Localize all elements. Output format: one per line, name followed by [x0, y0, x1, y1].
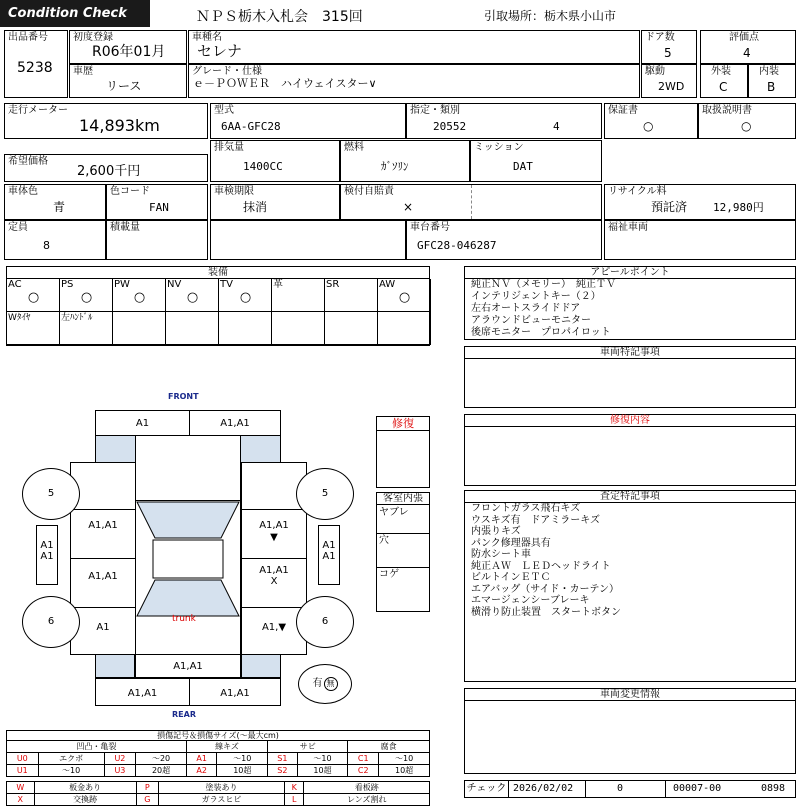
drive-value: 2WD	[658, 80, 685, 93]
inspection-note-line: エアバッグ（サイド・カーテン）	[471, 583, 619, 595]
history-box	[69, 64, 187, 98]
price-box	[4, 154, 208, 182]
tire-front-right[interactable]: 5	[296, 468, 354, 520]
mileage-value: 14,893km	[79, 116, 160, 135]
repair-detail-title: 修復内容	[465, 415, 795, 427]
check-label: チェック	[465, 781, 509, 797]
equipment-value: ○	[27, 290, 40, 305]
legend-desc: 板金あり	[34, 782, 136, 794]
color-label: 車体色	[8, 186, 38, 197]
equipment-cell	[325, 312, 378, 345]
warranty-label: 保証書	[608, 105, 638, 116]
chassis-value: GFC28-046287	[417, 239, 497, 252]
name-label: 車種名	[192, 32, 222, 43]
legend-code: U2	[104, 753, 136, 765]
appeal-line: アラウンドビューモニター	[471, 315, 591, 326]
legend-code: C1	[348, 753, 379, 765]
front-label: FRONT	[168, 392, 199, 401]
legend-desc: 塗装あり	[158, 782, 284, 794]
interior-divider	[377, 533, 429, 534]
manual-label: 取扱説明書	[702, 105, 752, 116]
color-box	[4, 184, 106, 220]
legend-code: S2	[268, 765, 298, 777]
equipment-label: AC	[8, 279, 22, 290]
doors-label: ドア数	[645, 32, 675, 43]
mission-box	[470, 140, 602, 182]
inspection-note-line: フロントガラス飛石キズ	[471, 503, 581, 514]
equipment-table	[6, 266, 430, 346]
legend-desc: 交換跡	[34, 794, 136, 806]
right-side-panel[interactable]: A1 A1	[318, 525, 340, 585]
welfare-box	[604, 220, 796, 260]
equipment-label: SR	[326, 279, 340, 290]
equipment-label: PS	[61, 279, 74, 290]
spare-tire-no: 無	[324, 677, 338, 691]
left-side-panel[interactable]: A1 A1	[36, 525, 58, 585]
legend-code: S1	[268, 753, 298, 765]
insurance-divider	[471, 185, 472, 219]
front-left-fender-shade	[95, 435, 135, 463]
equipment-value: ○	[133, 290, 146, 305]
name-box	[188, 30, 640, 64]
drive-box	[641, 64, 697, 98]
front-left-door[interactable]: A1,A1	[70, 509, 136, 559]
insurance-label: 検付自賠責	[344, 186, 394, 197]
legend-desc: ～10	[379, 753, 430, 765]
repair-title: 修復	[377, 417, 429, 431]
car-diagram	[0, 380, 376, 730]
tire-front-left[interactable]: 5	[22, 468, 80, 520]
tire-rear-right[interactable]: 6	[296, 596, 354, 648]
inspection-notes-panel	[464, 490, 796, 682]
equipment-value: ○	[80, 290, 93, 305]
inspection-note-line: 純正ＡＷ ＬＥＤヘッドライト	[471, 560, 611, 572]
legend-title: 損傷記号＆損傷サイズ(～最大cm)	[6, 730, 430, 740]
inspection-notes-title: 査定特記事項	[465, 491, 795, 503]
rear-right-quarter[interactable]: A1,▼	[241, 607, 307, 655]
chassis-label: 車台番号	[410, 222, 450, 233]
equipment-cell	[166, 312, 219, 345]
appeal-line: 左右オートスライドドア	[471, 303, 581, 314]
int-box	[748, 64, 796, 98]
equipment-cell	[60, 312, 113, 345]
legend-desc: エクボ	[38, 753, 104, 765]
appeal-line: インテリジェントキー（２）	[471, 291, 601, 302]
reg-date: R06年01月	[92, 44, 166, 60]
recycle-box	[604, 184, 796, 220]
appeal-panel	[464, 266, 796, 340]
load-box	[106, 220, 208, 260]
history-label: 車歴	[73, 66, 93, 77]
equipment-title: 装備	[7, 267, 429, 279]
spec-value-1: 20552	[433, 120, 467, 133]
fuel-box	[340, 140, 470, 182]
colorcode-label: 色コード	[110, 186, 150, 197]
equipment-label: TV	[220, 279, 233, 290]
price-value: 2,600千円	[77, 164, 141, 179]
equipment-cell	[60, 279, 113, 312]
legend-code: X	[7, 794, 35, 806]
capacity-box	[4, 220, 106, 260]
reg-box	[69, 30, 187, 64]
history-value: リース	[106, 79, 142, 93]
mileage-label: 走行メーター	[8, 105, 68, 116]
int-value: B	[767, 80, 776, 94]
repair-box	[376, 416, 430, 488]
equipment-cell	[378, 312, 431, 345]
legend-code: U0	[7, 753, 39, 765]
rear-left-door[interactable]: A1,A1	[70, 558, 136, 608]
spare-tire[interactable]	[298, 664, 352, 704]
interior-item-tear: ヤブレ	[379, 507, 409, 518]
colorcode-value: FAN	[149, 201, 169, 214]
legend-desc: 10超	[379, 765, 430, 777]
car-name: セレナ	[197, 42, 243, 60]
legend-code: C2	[348, 765, 379, 777]
chassis-blank-box	[210, 220, 406, 260]
fuel-label: 燃料	[344, 142, 364, 153]
drive-label: 駆動	[645, 66, 665, 77]
ext-label: 外装	[711, 66, 731, 77]
legend-code: W	[7, 782, 35, 794]
equipment-cell	[325, 279, 378, 312]
lot-label: 出品番号	[8, 32, 48, 43]
interior-title: 客室内張	[377, 493, 429, 505]
legend-code: U3	[104, 765, 136, 777]
check-code: 00007-00	[673, 783, 722, 794]
lot-box	[4, 30, 68, 98]
spec-value-2: 4	[553, 120, 560, 133]
front-left-fender[interactable]	[70, 462, 136, 510]
legend-desc: 看板跡	[304, 782, 430, 794]
equipment-label: 革	[273, 279, 283, 290]
displacement-box	[210, 140, 340, 182]
doors-value: 5	[664, 46, 672, 60]
special-notes-panel	[464, 346, 796, 408]
mission-value: DAT	[513, 160, 533, 173]
appeal-line: 純正ＮＶ（メモリー） 純正ＴＶ	[471, 279, 616, 290]
warranty-box	[604, 103, 698, 139]
insurance-value: ×	[403, 200, 414, 214]
appeal-line: 後席モニター プロパイロット	[471, 327, 611, 338]
change-info-title: 車両変更情報	[465, 689, 795, 701]
fuel-value: ｶﾞｿﾘﾝ	[381, 160, 409, 173]
int-label: 内装	[759, 66, 779, 77]
trunk-label: trunk	[172, 614, 196, 624]
capacity-label: 定員	[8, 222, 28, 233]
lot-number: 5238	[17, 60, 53, 76]
legend-code: K	[285, 782, 304, 794]
legend-code: G	[136, 794, 158, 806]
legend-desc: ～20	[136, 753, 187, 765]
capacity-value: 8	[43, 239, 50, 252]
rear-left-quarter[interactable]: A1	[70, 607, 136, 655]
legend-desc: ～10	[38, 765, 104, 777]
rear-right-shade	[241, 654, 281, 678]
inspection-note-line: ウスキズ有 ドアミラーキズ	[471, 514, 600, 526]
inspection-box	[210, 184, 340, 220]
equipment-value: ○	[239, 290, 252, 305]
grade-label: グレード・仕様	[192, 66, 262, 77]
inspection-note-line: 防水シート車	[471, 549, 531, 560]
interior-divider	[377, 567, 429, 568]
rear-left-shade	[95, 654, 135, 678]
displacement-value: 1400CC	[243, 160, 283, 173]
inspection-label: 車検期限	[214, 186, 254, 197]
interior-item-burn: コゲ	[379, 569, 399, 580]
front-bumper-right[interactable]: A1,A1	[189, 410, 281, 436]
score-box	[700, 30, 796, 64]
inspection-note-line: 横滑り防止装置 スタートボタン	[471, 606, 621, 618]
equipment-value: ○	[186, 290, 199, 305]
inspection-note-line: ビルトインＥＴＣ	[471, 572, 551, 583]
grade-box	[188, 64, 640, 98]
legend-desc: ～10	[297, 753, 348, 765]
rear-label: REAR	[172, 710, 196, 719]
recycle-fee: 12,980円	[713, 201, 764, 214]
legend-desc: 10超	[217, 765, 268, 777]
equipment-cell	[219, 279, 272, 312]
legend-code: L	[285, 794, 304, 806]
spec-label: 指定・類別	[410, 105, 460, 116]
legend-table	[6, 740, 430, 777]
load-label: 積載量	[110, 222, 140, 233]
score-value: 4	[743, 46, 751, 60]
recycle-status: 預託済	[651, 200, 688, 214]
check-date: 2026/02/02	[513, 783, 574, 794]
check-count: 0	[617, 783, 624, 794]
tire-rear-left[interactable]: 6	[22, 596, 80, 648]
appeal-title: アピールポイント	[465, 267, 795, 279]
color-value: 青	[53, 200, 66, 214]
footer-bar	[464, 780, 796, 798]
front-right-door[interactable]: A1,A1 ▼	[241, 509, 307, 559]
mission-label: ミッション	[474, 142, 524, 153]
equipment-cell	[272, 279, 325, 312]
legend-desc: 10超	[297, 765, 348, 777]
front-right-fender-shade	[241, 435, 281, 463]
colorcode-box	[106, 184, 208, 220]
ext-value: C	[719, 80, 728, 94]
check-num: 0898	[761, 783, 786, 794]
equipment-cell	[166, 279, 219, 312]
warranty-value: ○	[643, 119, 654, 133]
inspection-note-line: エマージェンシーブレーキ	[471, 595, 590, 606]
legend	[6, 730, 430, 806]
auction-title: ＮＰＳ栃木入札会 315回	[196, 9, 363, 25]
equipment-label: 左ﾊﾝﾄﾞﾙ	[61, 313, 93, 323]
equipment-label: PW	[114, 279, 130, 290]
legend-code: U1	[7, 765, 39, 777]
equipment-label: NV	[167, 279, 182, 290]
mileage-box	[4, 103, 208, 139]
legend-code: P	[136, 782, 158, 794]
price-label: 希望価格	[8, 156, 48, 167]
legend-table-2	[6, 781, 430, 806]
ext-box	[700, 64, 748, 98]
rear-bumper-left[interactable]: A1,A1	[95, 678, 190, 706]
model-box	[210, 103, 406, 139]
legend-col-rust: サビ	[268, 741, 348, 753]
equipment-label: Wﾀｲﾔ	[8, 313, 31, 323]
pickup-location: 引取場所：栃木県小山市	[484, 9, 617, 23]
displacement-label: 排気量	[214, 142, 244, 153]
legend-desc: 20超	[136, 765, 187, 777]
inspection-note-line: 内張りキズ	[471, 526, 521, 537]
grade-value: ｅ－ＰＯＷＥＲ ハイウェイスター∨	[193, 77, 377, 90]
equipment-value: ○	[398, 290, 411, 305]
legend-desc: ガラスヒビ	[158, 794, 284, 806]
equipment-cell	[113, 279, 166, 312]
equipment-cell	[219, 312, 272, 345]
rear-right-door[interactable]: A1,A1 X	[241, 558, 307, 608]
legend-code: A2	[186, 765, 217, 777]
interior-box	[376, 492, 430, 612]
legend-col-corrosion: 腐食	[348, 741, 430, 753]
equipment-label: AW	[379, 279, 396, 290]
doors-box	[641, 30, 697, 64]
equipment-cell	[272, 312, 325, 345]
special-notes-title: 車両特記事項	[465, 347, 795, 359]
recycle-label: リサイクル料	[608, 186, 667, 197]
legend-desc: ～10	[217, 753, 268, 765]
legend-col-scratch: 線キズ	[186, 741, 267, 753]
inspection-note-line: パンク修理器具有	[471, 537, 551, 549]
doc-title: Condition Check	[0, 0, 150, 27]
inspection-value: 抹消	[243, 200, 268, 214]
interior-item-hole: 穴	[379, 535, 389, 546]
spec-box	[406, 103, 602, 139]
score-label: 評価点	[729, 32, 759, 43]
roof-glass-icon	[135, 500, 241, 658]
equipment-cell	[7, 279, 60, 312]
repair-detail-panel	[464, 414, 796, 486]
legend-desc: レンズ割れ	[304, 794, 430, 806]
welfare-label: 福祉車両	[608, 222, 648, 233]
front-bumper-left[interactable]: A1	[95, 410, 190, 436]
change-info-panel	[464, 688, 796, 774]
rear-bumper-upper[interactable]: A1,A1	[135, 654, 241, 678]
model-value: 6AA-GFC28	[221, 120, 281, 133]
reg-label: 初度登録	[73, 32, 113, 43]
rear-bumper-right[interactable]: A1,A1	[189, 678, 281, 706]
legend-col-dent: 凹凸・亀裂	[7, 741, 187, 753]
legend-code: A1	[186, 753, 217, 765]
manual-value: ○	[741, 119, 752, 133]
equipment-cell	[113, 312, 166, 345]
model-label: 型式	[214, 105, 234, 116]
manual-box	[698, 103, 796, 139]
spare-tire-yes: 有	[312, 678, 323, 689]
equipment-cell	[7, 312, 60, 345]
equipment-cell	[378, 279, 431, 312]
insurance-box	[340, 184, 602, 220]
chassis-box	[406, 220, 602, 260]
